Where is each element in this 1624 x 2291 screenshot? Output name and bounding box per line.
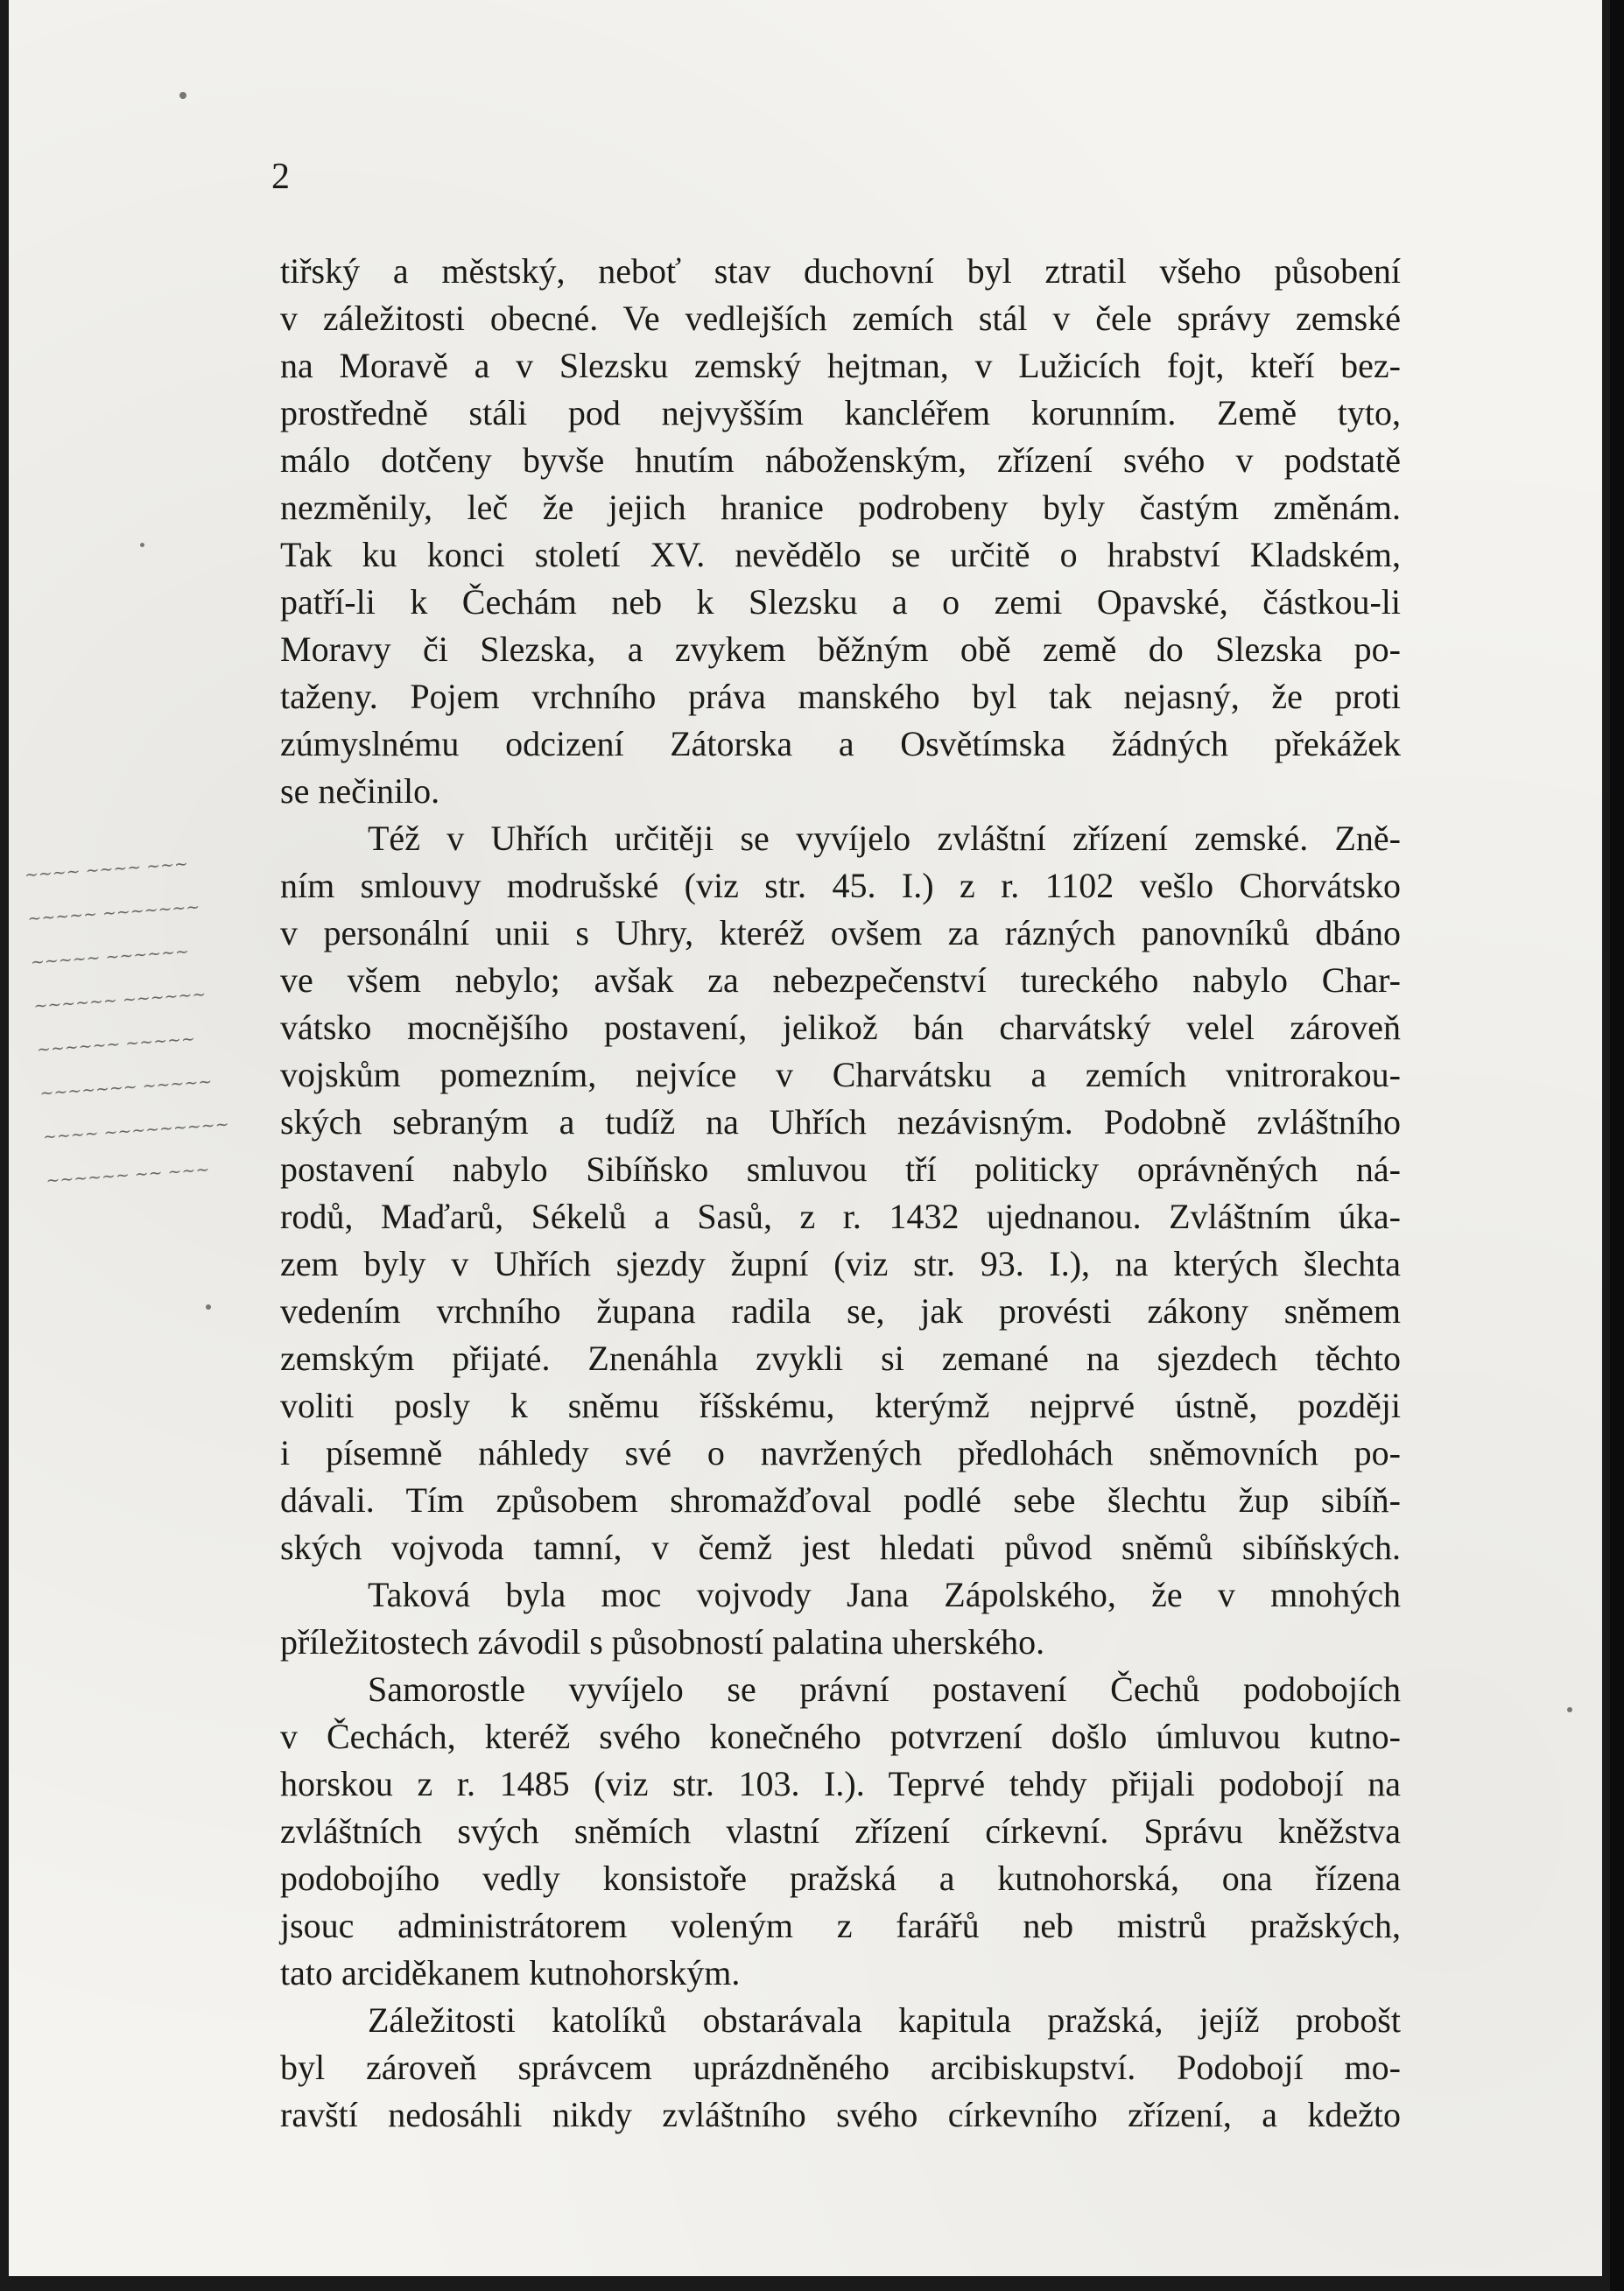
text-line: málo dotčeny byvše hnutím náboženským, zřízení svého v podstatě — [280, 440, 1401, 480]
text-line: v Čechách, kteréž svého konečného potvrzení došlo úmluvou kutno- — [280, 1717, 1401, 1756]
text-line: tato arciděkanem kutnohorským. — [280, 1953, 741, 1992]
text-line: zvláštních svých sněmích vlastní zřízení církevní. Správu kněžstva — [280, 1811, 1401, 1851]
text-line: tiřský a městský, neboť stav duchovní byl ztratil všeho působení — [280, 251, 1401, 291]
text-line: vojskům pomezním, nejvíce v Charvátsku a zemích vnitrorakou- — [280, 1055, 1401, 1094]
speck — [206, 1304, 211, 1310]
text-line: podobojího vedly konsistoře pražská a kutnohorská, ona řízena — [280, 1859, 1401, 1898]
text-line: na Moravě a v Slezsku zemský hejtman, v Lužicích fojt, kteří bez- — [280, 346, 1401, 385]
text-line: patří-li k Čechám neb k Slezsku a o zemi Opavské, částkou-li — [280, 582, 1401, 622]
text-line: voliti posly k sněmu říšskému, kterýmž nejprvé ústně, později — [280, 1386, 1401, 1425]
text-line: ských vojvoda tamní, v čemž jest hledati původ sněmů sibíňských. — [280, 1528, 1401, 1567]
text-line: v záležitosti obecné. Ve vedlejších zemích stál v čele správy zemské — [280, 299, 1401, 338]
text-line: Taková byla moc vojvody Jana Zápolského, že v mnohých — [368, 1575, 1401, 1614]
text-line: ravští nedosáhli nikdy zvláštního svého církevního zřízení, a kdežto — [280, 2095, 1401, 2134]
text-line: prostředně stáli pod nejvyšším kancléřem korunním. Země tyto, — [280, 393, 1401, 432]
text-line: zúmyslnému odcizení Zátorska a Osvětímska žádných překážek — [280, 724, 1401, 763]
text-line: vedením vrchního župana radila se, jak provésti zákony sněmem — [280, 1291, 1401, 1331]
text-line: taženy. Pojem vrchního práva manského byl tak nejasný, že proti — [280, 677, 1401, 716]
text-line: ve všem nebylo; avšak za nebezpečenství tureckého nabylo Char- — [280, 960, 1401, 1000]
text-line: nezměnily, leč že jejich hranice podrobeny byly častým změnám. — [280, 488, 1401, 527]
text-line: Záležitosti katolíků obstarávala kapitula pražská, jejíž probošt — [368, 2000, 1401, 2040]
speck — [140, 543, 144, 547]
text-line: v personální unii s Uhry, kteréž ovšem za rázných panovníků dbáno — [280, 913, 1401, 952]
text-line: byl zároveň správcem uprázdněného arcibiskupství. Podobojí mo- — [280, 2048, 1401, 2087]
speck — [179, 92, 186, 99]
text-line: Tak ku konci století XV. nevědělo se určitě o hrabství Kladském, — [280, 535, 1401, 574]
text-line: Moravy či Slezska, a zvykem běžným obě země do Slezska po- — [280, 629, 1401, 669]
page-number: 2 — [271, 157, 290, 197]
text-line: dávali. Tím způsobem shromažďoval podlé sebe šlechtu žup sibíň- — [280, 1480, 1401, 1520]
speck — [1567, 1707, 1572, 1712]
text-line: se nečinilo. — [280, 771, 440, 811]
text-line: Též v Uhřích určitěji se vyvíjelo zvláštní zřízení zemské. Zně- — [368, 819, 1401, 858]
text-line: i písemně náhledy své o navržených předlohách sněmovních po- — [280, 1433, 1401, 1472]
text-line: horskou z r. 1485 (viz str. 103. I.). Teprvé tehdy přijali podobojí na — [280, 1764, 1401, 1803]
text-line: jsouc administrátorem voleným z farářů neb mistrů pražských, — [280, 1906, 1401, 1945]
text-line: rodů, Maďarů, Sékelů a Sasů, z r. 1432 ujednanou. Zvláštním úka- — [280, 1197, 1401, 1236]
handwritten-margin-notes: ~~~~ ~~~~ ~~~ ~~~~~ ~~~~~~~ ~~~~~ ~~~~~~ ~~~~~~ ~~~~~~ ~~~~~~ ~~~~~ ~~~~~~~ ~~~~~ ~~~~ ~~~~~~~~~ ~~~~~~ ~~ ~~~ — [24, 854, 230, 1191]
body-text — [280, 248, 1401, 2139]
text-line: Samorostle vyvíjelo se právní postavení Čechů podobojích — [368, 1669, 1401, 1709]
text-line: ských sebraným a tudíž na Uhřích nezávisným. Podobně zvláštního — [280, 1102, 1401, 1142]
page-edge-shadow — [1610, 0, 1624, 2291]
text-line: ním smlouvy modrušské (viz str. 45. I.) z r. 1102 vešlo Chorvátsko — [280, 866, 1401, 905]
book-page — [9, 0, 1602, 2276]
text-line: zem byly v Uhřích sjezdy župní (viz str. 93. I.), na kterých šlechta — [280, 1244, 1401, 1283]
text-line: vátsko mocnějšího postavení, jelikož bán charvátský velel zároveň — [280, 1008, 1401, 1047]
text-line: postavení nabylo Sibíňsko smluvou tří politicky oprávněných ná- — [280, 1149, 1401, 1189]
text-line: zemským přijaté. Znenáhla zvykli si zemané na sjezdech těchto — [280, 1339, 1401, 1378]
text-line: příležitostech závodil s působností palatina uherského. — [280, 1622, 1045, 1662]
